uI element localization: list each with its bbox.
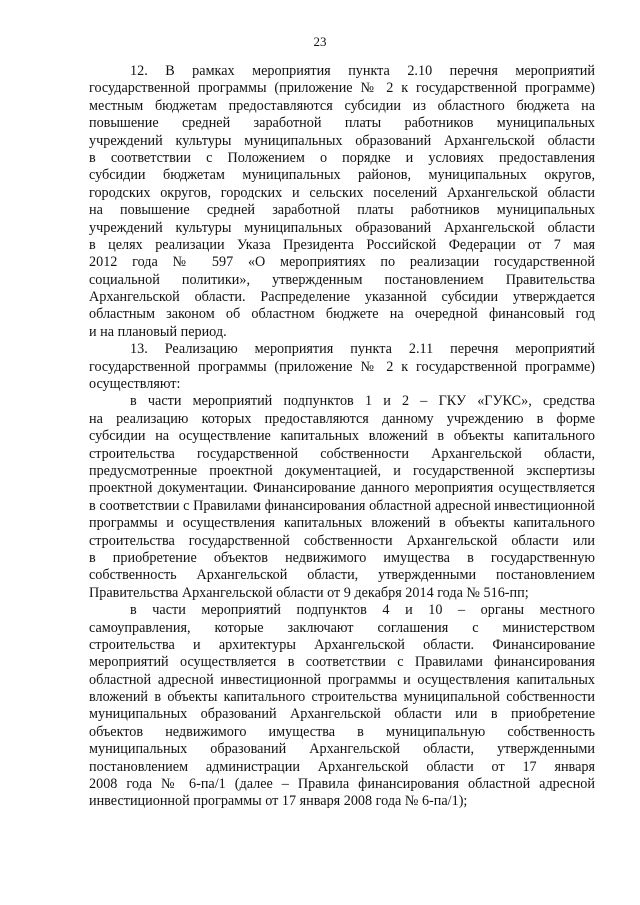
paragraph <box>89 602 595 811</box>
text-line: постановлением администрации Архангельской области от 17 января <box>89 758 595 775</box>
page-number: 23 <box>313 34 327 49</box>
text-line: предусмотренные проектной документацией, и государственной экспертизы <box>89 462 595 479</box>
text-line: муниципальных образований Архангельской области, утвержденными <box>89 741 595 758</box>
document-body <box>89 63 595 811</box>
text-line: осуществляют: <box>89 376 181 393</box>
text-line: строительства государственной собственности Архангельской области или <box>89 532 595 549</box>
text-line: самоуправления, которые заключают соглашения с министерством <box>89 619 595 636</box>
paragraph <box>89 393 595 602</box>
text-line: мероприятий осуществляется в соответствии с Правилами финансирования <box>89 654 595 671</box>
text-line: 2012 года № 597 «О мероприятиях по реализации государственной <box>89 254 595 271</box>
text-line: в целях реализации Указа Президента Российской Федерации от 7 мая <box>89 236 595 253</box>
text-line: муниципальных образований Архангельской области или в приобретение <box>89 706 595 723</box>
text-line: 2008 года № 6-па/1 (далее – Правила финансирования областной адресной <box>89 776 595 793</box>
text-line: повышение средней заработной платы работников муниципальных <box>89 115 595 132</box>
text-line: инвестиционной программы от 17 января 2008 года № 6-па/1); <box>89 793 468 810</box>
text-line: строительства и архитектуры Архангельской области. Финансирование <box>89 636 595 653</box>
text-line: учреждений культуры муниципальных образований Архангельской области <box>89 132 595 149</box>
text-line: областной адресной инвестиционной программы и осуществления капитальных <box>89 671 595 688</box>
text-line: программы и осуществления капитальных вложений в объекты капитального <box>89 515 595 532</box>
text-line: государственной программы (приложение № 2 к государственной программе) <box>89 358 595 375</box>
paragraph <box>89 341 595 393</box>
text-line: и на плановый период. <box>89 323 227 340</box>
text-line: 13. Реализацию мероприятия пункта 2.11 перечня мероприятий <box>130 341 595 358</box>
text-line: в соответствии с Правилами финансирования областной адресной инвестиционной <box>89 497 595 514</box>
text-line: собственность Архангельской области, утвержденными постановлением <box>89 567 595 584</box>
text-line: городских округов, городских и сельских поселений Архангельской области <box>89 184 595 201</box>
text-line: на повышение средней заработной платы работников муниципальных <box>89 202 595 219</box>
text-line: на реализацию которых предоставляются данному учреждению в форме <box>89 410 595 427</box>
text-line: учреждений культуры муниципальных образований Архангельской области <box>89 219 595 236</box>
paragraph <box>89 63 595 341</box>
text-line: в части мероприятий подпунктов 4 и 10 – органы местного <box>130 602 595 619</box>
text-line: областным законом об областном бюджете на очередной финансовый год <box>89 306 595 323</box>
text-line: в части мероприятий подпунктов 1 и 2 – ГКУ «ГУКС», средства <box>130 393 595 410</box>
text-line: вложений в объекты капитального строительства муниципальной собственности <box>89 689 595 706</box>
text-line: 12. В рамках мероприятия пункта 2.10 перечня мероприятий <box>130 63 595 79</box>
text-line: проектной документации. Финансирование данного мероприятия осуществляется <box>89 480 595 497</box>
text-line: местным бюджетам предоставляются субсидии из областного бюджета на <box>89 97 595 114</box>
text-line: строительства государственной собственности Архангельской области, <box>89 445 595 462</box>
text-line: субсидии бюджетам муниципальных районов, муниципальных округов, <box>89 167 595 184</box>
text-line: социальной политики», утвержденным постановлением Правительства <box>89 271 595 288</box>
text-line: государственной программы (приложение № 2 к государственной программе) <box>89 80 595 97</box>
text-line: объектов недвижимого имущества в муниципальную собственность <box>89 723 595 740</box>
text-line: Архангельской области. Распределение указанной субсидии утверждается <box>89 289 595 306</box>
text-line: субсидии на осуществление капитальных вложений в объекты капитального <box>89 428 595 445</box>
text-line: Правительства Архангельской области от 9 декабря 2014 года № 516-пп; <box>89 584 529 601</box>
text-line: в соответствии с Положением о порядке и условиях предоставления <box>89 149 595 166</box>
text-line: в приобретение объектов недвижимого имущества в государственную <box>89 549 595 566</box>
